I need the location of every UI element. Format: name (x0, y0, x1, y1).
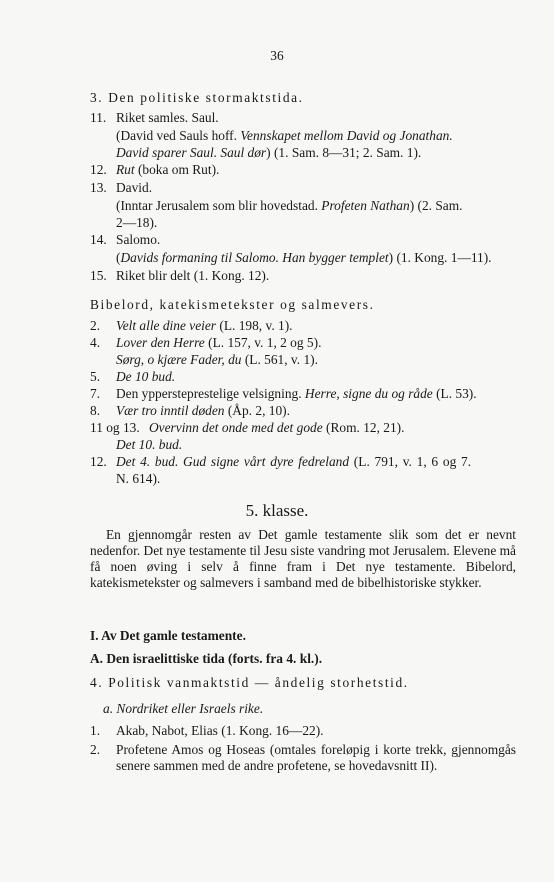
item-number: 12. (90, 454, 107, 469)
item-number: 5. (90, 369, 101, 384)
list-item-continuation: N. 614). (116, 471, 161, 486)
list-item-continuation: 2—18). (116, 215, 158, 230)
item-number: 15. (90, 268, 107, 283)
list-item-continuation (116, 145, 421, 161)
list-item-continuation (116, 128, 453, 144)
list-item: Salomo. (116, 232, 161, 247)
item-text-italic: Sørg, o kjære Fader, du (116, 352, 242, 367)
item-text: (Rom. 12, 21). (322, 420, 405, 435)
list-item-continuation (116, 198, 463, 214)
list-item: Riket blir delt (1. Kong. 12). (116, 268, 270, 283)
item-text-italic: Det 4. bud. Gud signe vårt dyre fedreland (116, 454, 350, 469)
item-text-italic: Vennskapet mellom David og Jonathan. (240, 128, 453, 143)
item-text-italic: Herre, signe du og råde (304, 386, 433, 401)
item-number: 2. (90, 318, 101, 333)
item-text-italic: Overvinn det onde med det gode (149, 420, 323, 435)
section-heading: 4. Politisk vanmaktstid — åndelig storhetstid. (90, 675, 409, 690)
item-number: 11. (90, 110, 107, 125)
intro-paragraph: En gjennomgår resten av Det gamle testamente slik som det er nevnt nedenfor. Det nye testamente til Jesu siste vandring mot Jerusalem. Elevene må få noen øving i selv å finne fram i Det nye testamente. Bibelord, katekismetekster og salmevers i samband med de bibelhistoriske stykker. (90, 527, 516, 590)
item-text-italic: Rut (116, 162, 135, 177)
list-item: David. (116, 180, 153, 195)
item-text: (L. 53). (432, 386, 477, 401)
item-text: (L. 198, v. 1). (216, 318, 293, 333)
item-text: ( (116, 250, 121, 265)
list-item: Riket samles. Saul. (116, 110, 219, 125)
list-item (116, 454, 471, 470)
list-item (116, 403, 290, 419)
item-text-italic: David sparer Saul. Saul dør (116, 145, 267, 160)
list-item: De 10 bud. (116, 369, 176, 384)
item-text: (boka om Rut). (134, 162, 220, 177)
class-title: 5. klasse. (245, 501, 309, 520)
item-text: (L. 561, v. 1). (241, 352, 318, 367)
list-item: Akab, Nabot, Elias (1. Kong. 16—22). (116, 723, 324, 738)
subsection-heading: a. Nordriket eller Israels rike. (103, 701, 264, 716)
item-text-italic: Davids formaning til Salomo. Han bygger templet (120, 250, 389, 265)
item-text: (L. 791, v. 1, 6 og 7. (349, 454, 472, 469)
section-heading: Bibelord, katekismetekster og salmevers. (90, 297, 375, 312)
list-item (116, 162, 219, 178)
item-number: 7. (90, 386, 101, 401)
item-number: 11 og 13. (90, 420, 140, 435)
item-text: ) (1. Sam. 8—31; 2. Sam. 1). (266, 145, 422, 160)
page-number: 36 (270, 48, 284, 63)
item-text-italic: Profeten Nathan (321, 198, 410, 213)
item-number: 1. (90, 723, 101, 738)
item-text: (L. 157, v. 1, 2 og 5). (204, 335, 322, 350)
period-heading: A. Den israelittiske tida (forts. fra 4. kl.). (90, 651, 323, 666)
item-number: 13. (90, 180, 107, 195)
list-item (149, 420, 404, 436)
part-heading: I. Av Det gamle testamente. (90, 628, 246, 643)
list-item (116, 386, 477, 402)
list-item-continuation (116, 352, 318, 368)
item-text: ) (1. Kong. 1—11). (388, 250, 492, 265)
item-text: (Inntar Jerusalem som blir hovedstad. (116, 198, 322, 213)
list-item-continuation (116, 250, 492, 266)
list-item-continuation: Det 10. bud. (116, 437, 183, 452)
item-text-italic: Vær tro inntil døden (116, 403, 225, 418)
item-number: 12. (90, 162, 107, 177)
item-number: 8. (90, 403, 101, 418)
item-text: (Åp. 2, 10). (224, 403, 290, 418)
item-text: ) (2. Sam. (409, 198, 463, 213)
item-text-italic: Velt alle dine veier (116, 318, 217, 333)
list-item (116, 318, 293, 334)
item-number: 14. (90, 232, 107, 247)
section-heading: 3. Den politiske stormaktstida. (90, 90, 304, 105)
item-text: (David ved Sauls hoff. (116, 128, 241, 143)
list-item (116, 335, 321, 351)
item-number: 2. (90, 742, 101, 757)
item-text-italic: Lover den Herre (116, 335, 205, 350)
item-number: 4. (90, 335, 101, 350)
item-text: Den yppersteprestelige velsigning. (116, 386, 305, 401)
list-item: Profetene Amos og Hoseas (omtales foreløpig i korte trekk, gjennomgås senere sammen med de andre profetene, se hovedavsnitt II). (116, 742, 516, 773)
